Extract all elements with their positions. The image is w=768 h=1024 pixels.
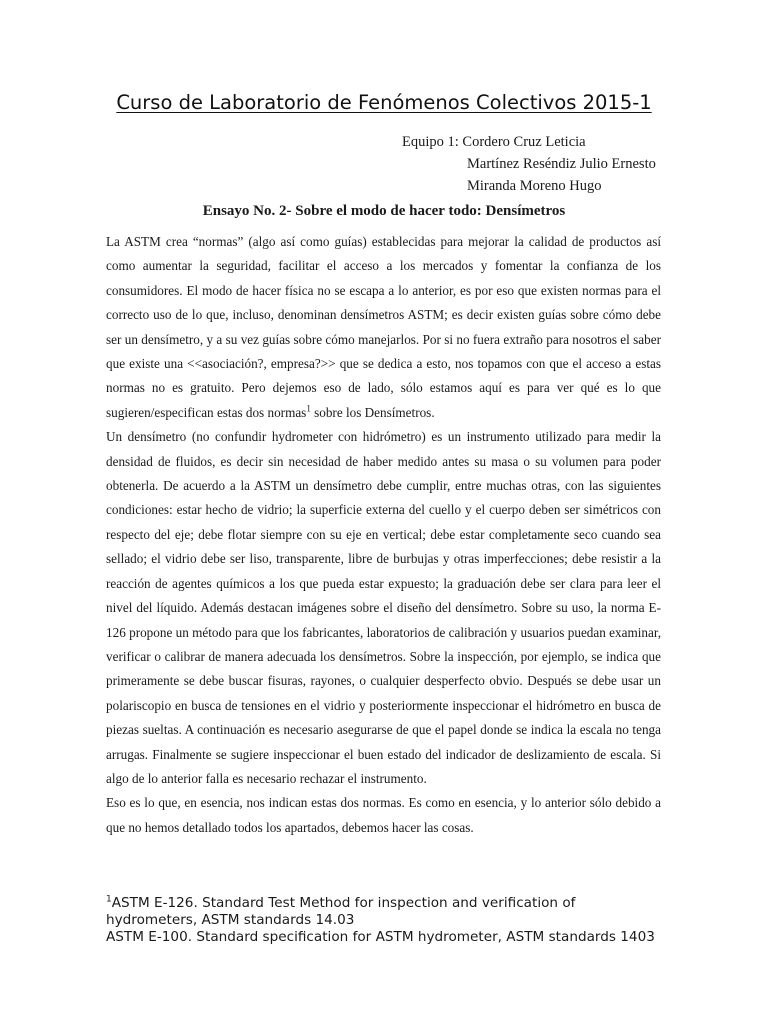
- footnote-mark: 1: [106, 894, 112, 905]
- footnote-2: ASTM E-100. Standard specification for ASTM hydrometer, ASTM standards 1403: [106, 929, 655, 945]
- team-block: [402, 131, 656, 197]
- team-member: Miranda Moreno Hugo: [467, 178, 602, 194]
- footnote-reference: 1: [306, 403, 311, 414]
- paragraph-conclusion: Eso es lo que, en esencia, nos indican estas dos normas. Es como en esencia, y lo anterior sólo debido a que no hemos detallado todos los apartados, debemos hacer las cosas.: [106, 795, 661, 835]
- essay-title: Ensayo No. 2- Sobre el modo de hacer todo: Densímetros: [202, 203, 566, 219]
- team-label-line: Equipo 1: Cordero Cruz Leticia: [402, 134, 586, 150]
- paragraph-intro-tail: sobre los Densímetros.: [310, 404, 435, 420]
- footnote-1-text: ASTM E-126. Standard Test Method for inspection and verification of hydrometers, ASTM standards 14.03: [106, 895, 576, 928]
- footnotes: [106, 895, 666, 946]
- essay-body: [106, 230, 661, 840]
- footnote-1: [106, 895, 666, 929]
- paragraph-intro-text: La ASTM crea “normas” (algo así como guías) establecidas para mejorar la calidad de productos así como aumentar la seguridad, facilitar el acceso a los mercados y fomentar la confianza de los consumidores. El modo de hacer física no se escapa a lo anterior, es por eso que existen normas para el correcto uso de lo que, incluso, denominan densímetros ASTM; es decir existen guías sobre cómo debe ser un densímetro, y a su vez guías sobre cómo manejarlos. Por si no fuera extraño para nosotros el saber que existe una <<asociación?, empresa?>> que se dedica a esto, nos topamos con que el acceso a estas normas no es gratuito. Pero dejemos eso de lado, sólo estamos aquí es para ver qué es lo que sugieren/especifican estas dos normas: [106, 234, 661, 420]
- course-title: Curso de Laboratorio de Fenómenos Colectivos 2015-1: [116, 91, 652, 114]
- team-member: Martínez Reséndiz Julio Ernesto: [467, 156, 656, 172]
- paragraph-definition: Un densímetro (no confundir hydrometer con hidrómetro) es un instrumento utilizado para medir la densidad de fluidos, es decir sin necesidad de haber medido antes su masa o su volumen para poder obtenerla. De acuerdo a la ASTM un densímetro debe cumplir, entre muchas otras, con las siguientes condiciones: estar hecho de vidrio; la superficie externa del cuello y el cuerpo deben ser simétricos con respecto del eje; debe flotar siempre con su eje en vertical; debe estar completamente seco cuando sea sellado; el vidrio debe ser liso, transparente, libre de burbujas y otras imperfecciones; debe resistir a la reacción de agentes químicos a los que pueda estar expuesto; la graduación debe ser clara para leer el nivel del líquido. Además destacan imágenes sobre el diseño del densímetro. Sobre su uso, la norma E-126 propone un método para que los fabricantes, laboratorios de calibración y usuarios puedan examinar, verificar o calibrar de manera adecuada los densímetros. Sobre la inspección, por ejemplo, se indica que primeramente se debe buscar fisuras, rayones, o cualquier desperfecto obvio. Después se debe usar un polariscopio en busca de tensiones en el vidrio y posteriormente inspeccionar el hidrómetro en busca de piezas sueltas. A continuación es necesario asegurarse de que el papel donde se indica la escala no tenga arrugas. Finalmente se sugiere inspeccionar el buen estado del indicador de deslizamiento de escala. Si algo de lo anterior falla es necesario rechazar el instrumento.: [106, 429, 661, 786]
- paragraph-intro: [106, 230, 661, 425]
